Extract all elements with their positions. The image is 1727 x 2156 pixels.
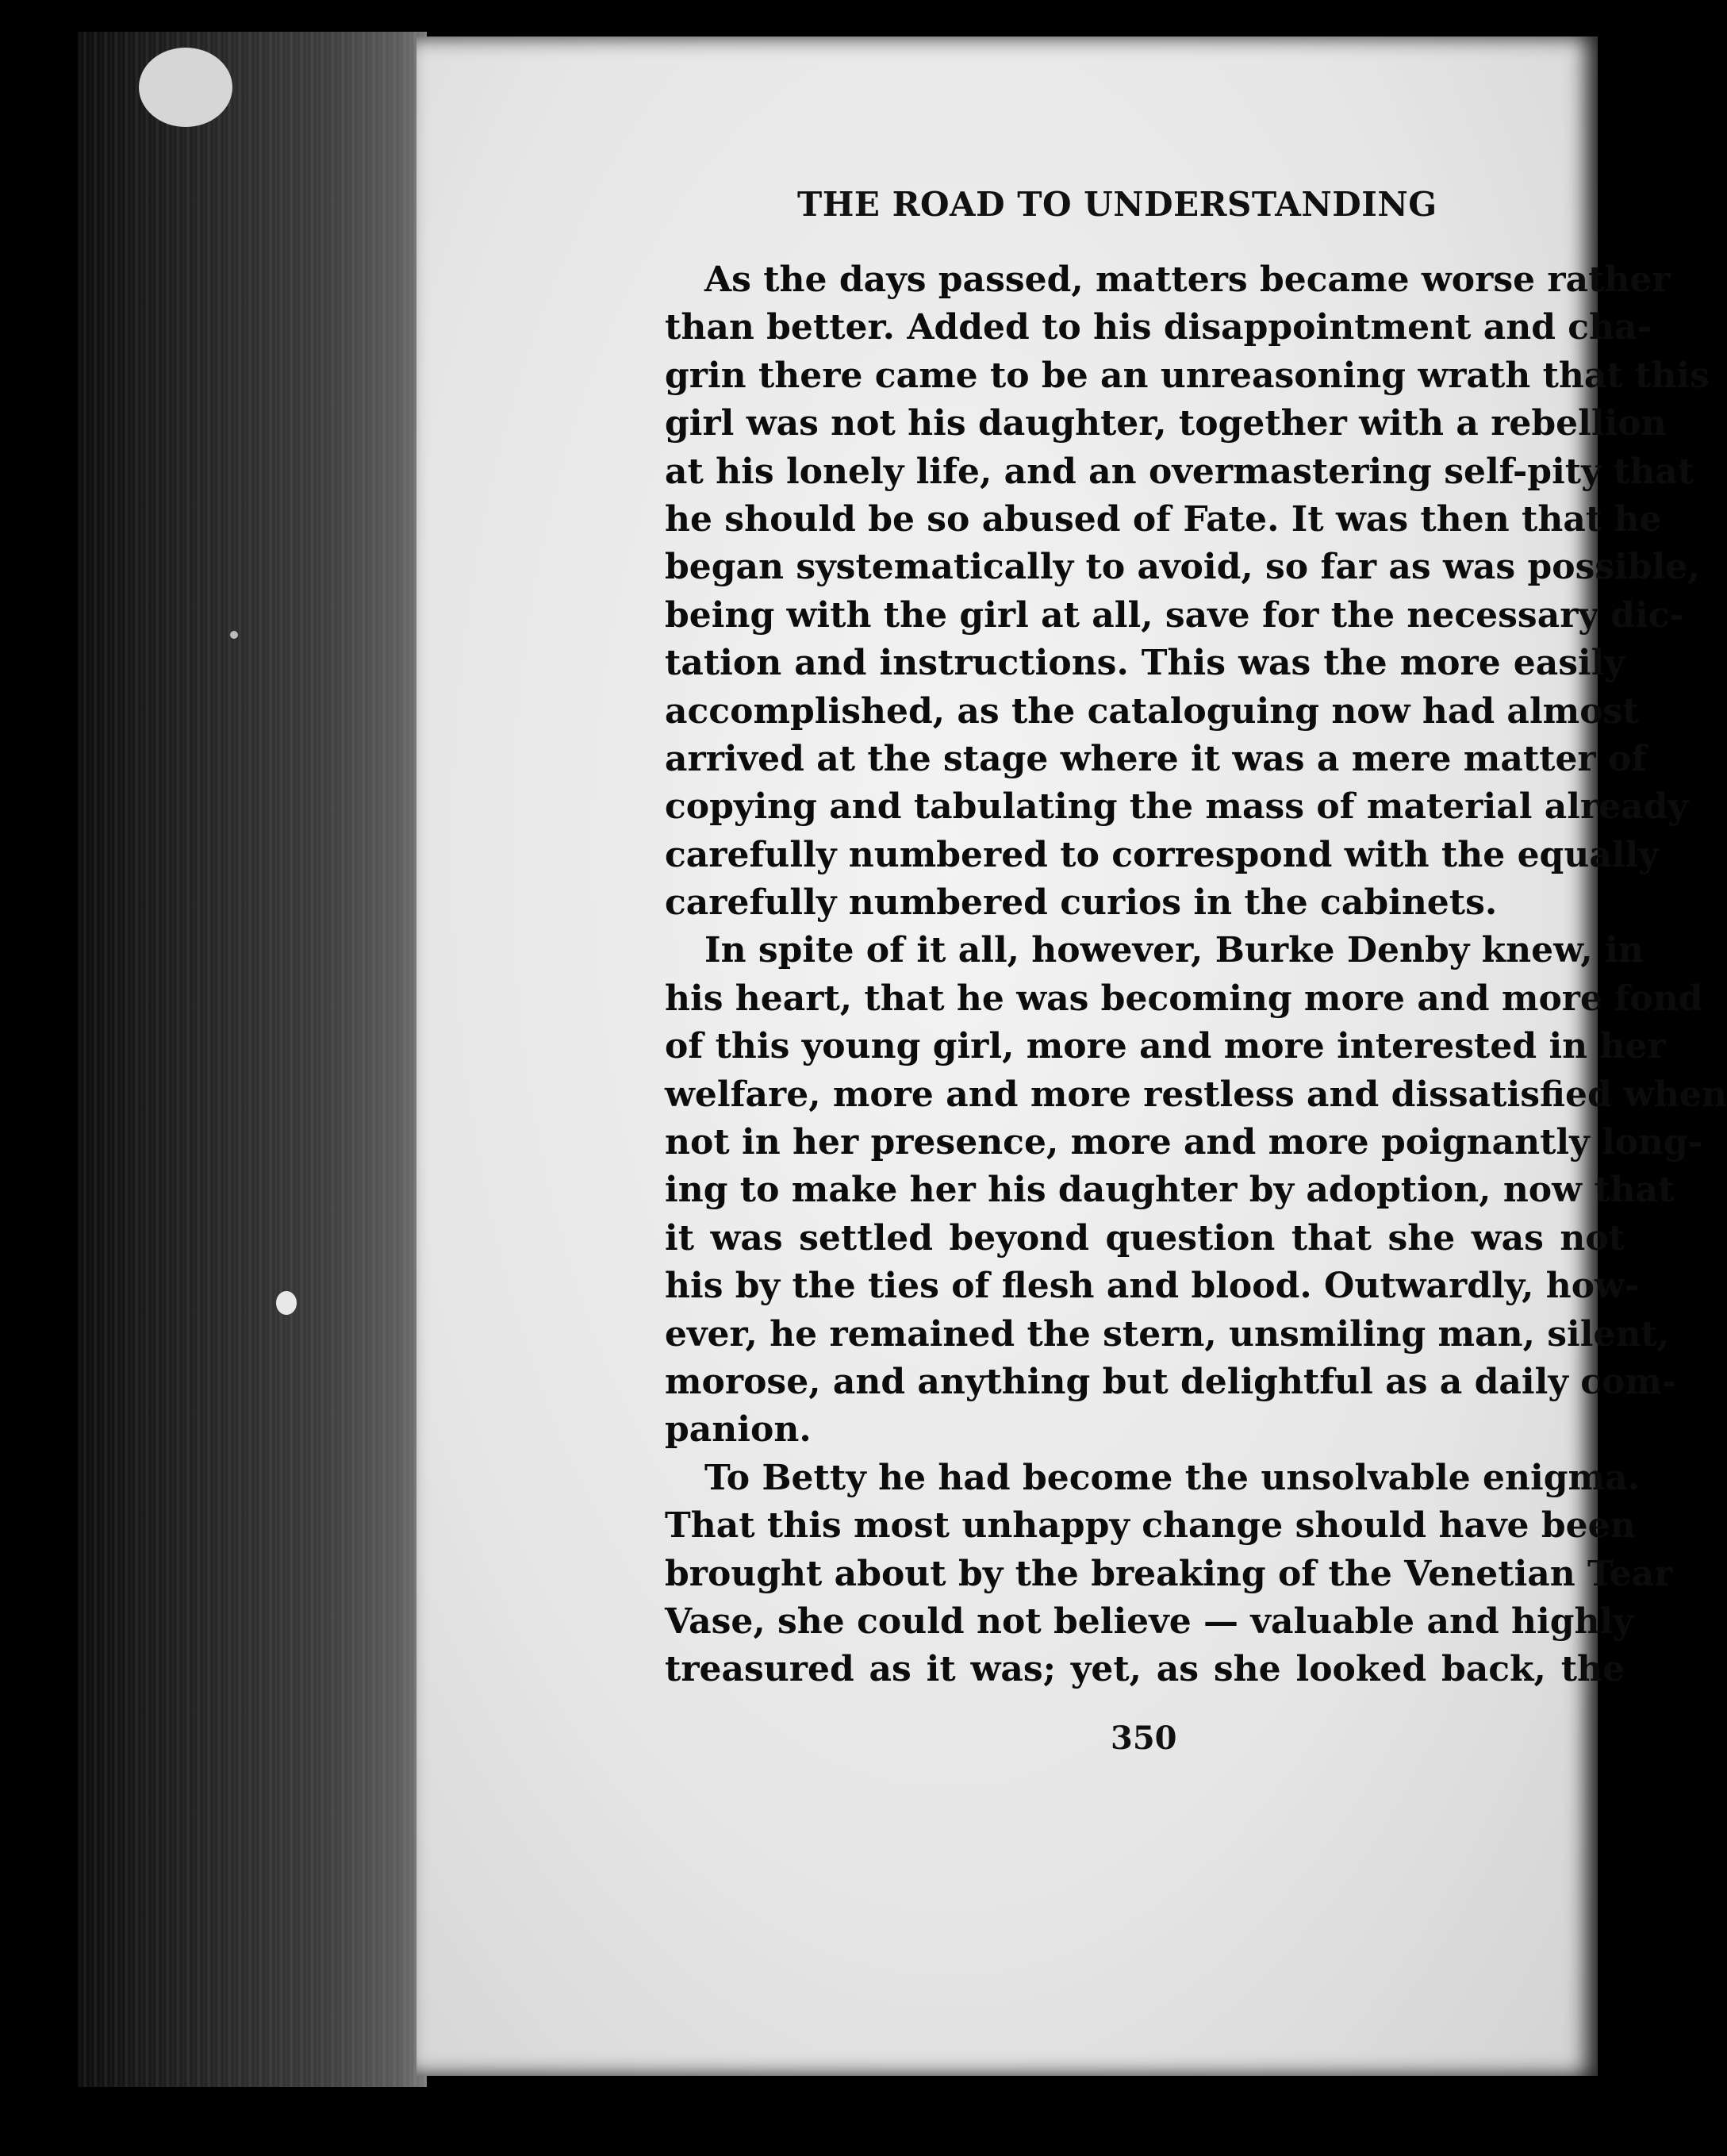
text-line: girl was not his daughter, together with a rebellion [665,403,1667,444]
text-line: of this young girl, more and more interested in her [665,1026,1666,1067]
text-line: panion. [665,1409,812,1451]
text-line: treasured as it was; yet, as she looked back, the [665,1649,1625,1690]
text-line: In spite of it all, however, Burke Denby knew, in [704,930,1644,971]
text-line: accomplished, as the cataloguing now had almost [665,690,1639,732]
text-line: began systematically to avoid, so far as was possible, [665,547,1700,588]
text-line: carefully numbered curios in the cabinets. [665,882,1498,924]
body-text [665,256,1727,1879]
text-line: carefully numbered to correspond with the equally [665,834,1659,875]
text-line: his by the ties of flesh and blood. Outwardly, how- [665,1266,1640,1307]
text-line: That this most unhappy change should have been [665,1505,1636,1547]
text-line: being with the girl at all, save for the necessary dic- [665,594,1684,636]
text-line: To Betty he had become the unsolvable enigma. [704,1457,1640,1498]
page-number: 350 [1111,1720,1177,1757]
text-line: Vase, she could not believe — valuable and highly [665,1601,1633,1642]
text-line: morose, and anything but delightful as a daily com- [665,1361,1677,1402]
book-page-edges [78,32,427,2087]
text-line: copying and tabulating the mass of material already [665,786,1688,828]
text-line: arrived at the stage where it was a mere matter of [665,738,1647,779]
text-line: not in her presence, more and more poignantly long- [665,1122,1703,1163]
dust-speck [276,1291,297,1315]
text-line: than better. Added to his disappointment and cha- [665,307,1652,348]
text-line: at his lonely life, and an overmastering self-pity that [665,451,1694,492]
text-line: tation and instructions. This was the more easily [665,643,1625,684]
text-line: ing to make her his daughter by adoption, now that [665,1170,1675,1211]
text-line: his heart, that he was becoming more and more fond [665,978,1703,1019]
text-line: As the days passed, matters became worse rather [704,259,1671,300]
dust-speck [139,48,232,127]
text-line: brought about by the breaking of the Venetian Tear [665,1553,1673,1594]
dust-speck [230,631,238,639]
text-line: grin there came to be an unreasoning wrath that this [665,355,1710,396]
running-header: THE ROAD TO UNDERSTANDING [797,185,1437,224]
text-line: ever, he remained the stern, unsmiling man, silent, [665,1313,1670,1355]
text-line: welfare, more and more restless and dissatisfied when [665,1074,1727,1115]
text-line: he should be so abused of Fate. It was then that he [665,498,1662,540]
text-line: it was settled beyond question that she was not [665,1217,1625,1259]
